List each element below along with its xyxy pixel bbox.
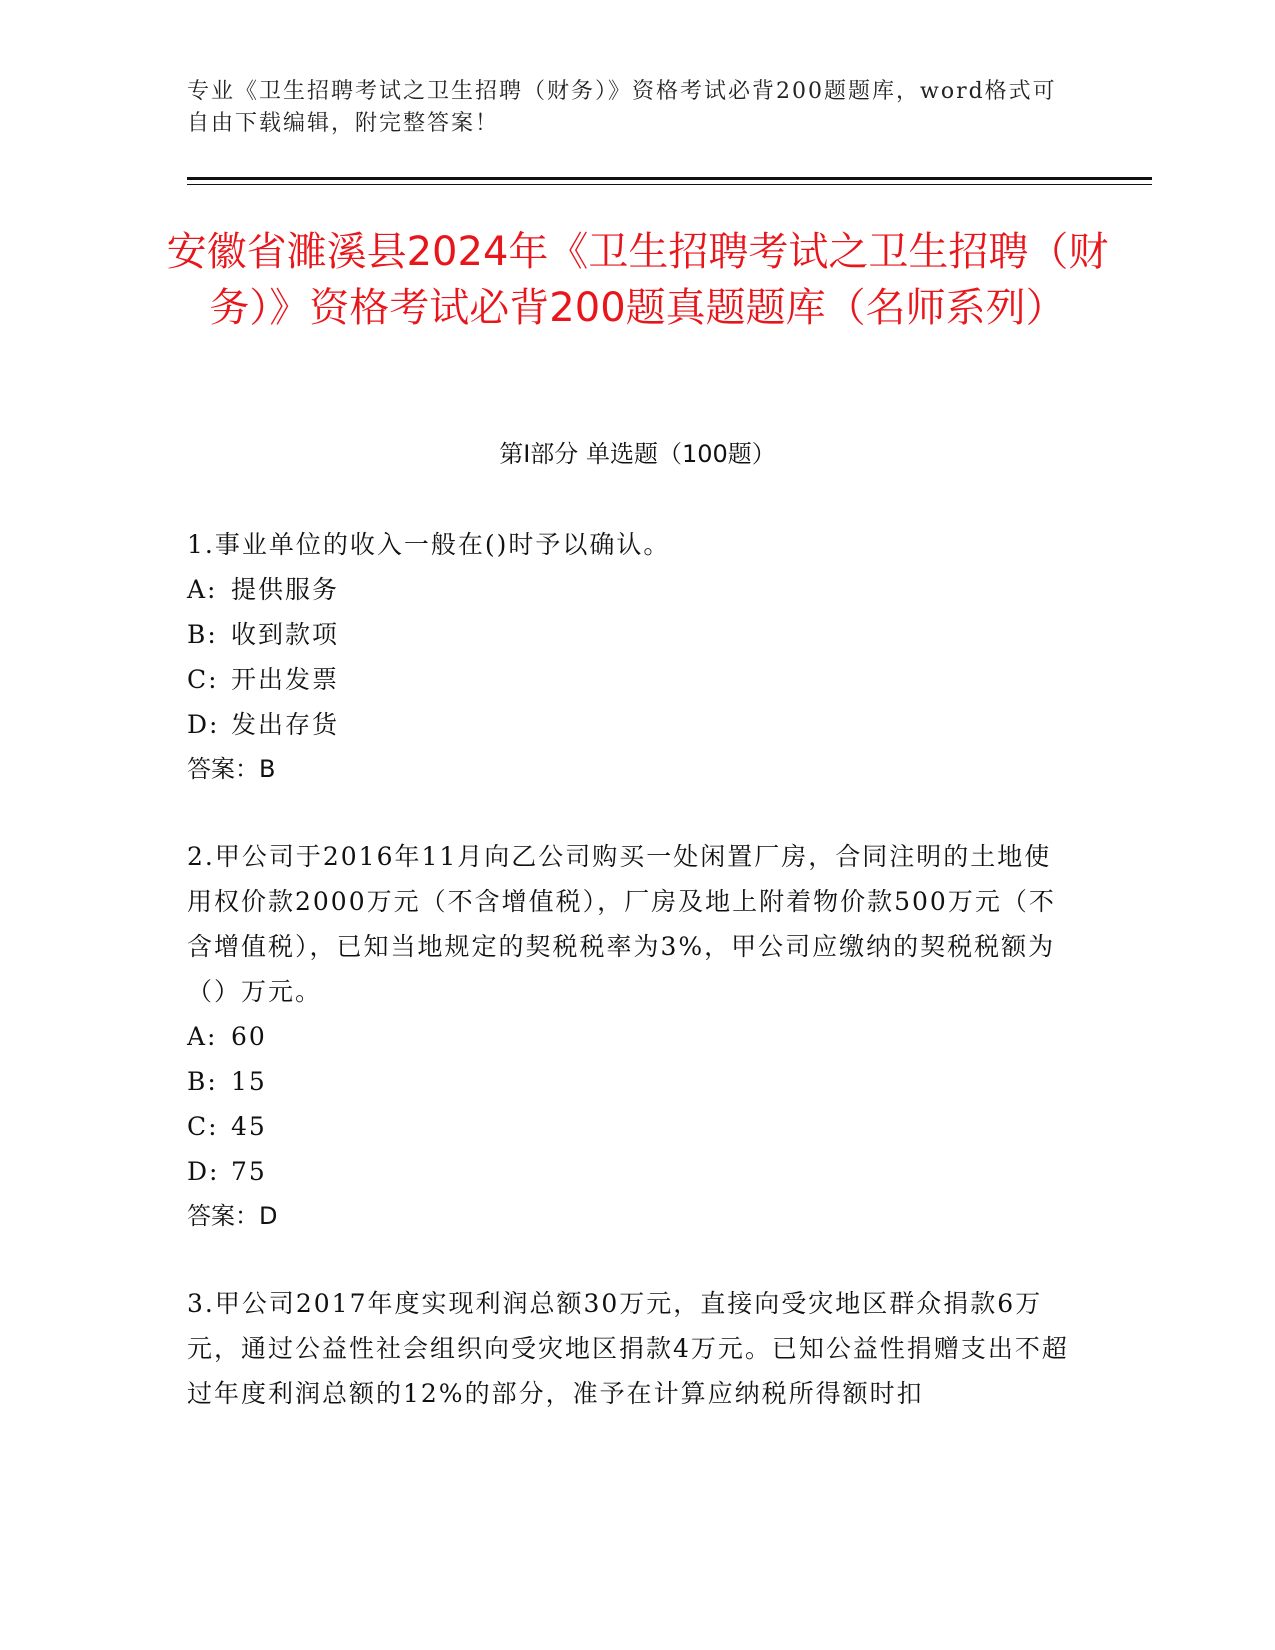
option-text: 发出存货 (231, 710, 340, 739)
answer-line: 答案：D (187, 1202, 278, 1230)
option-letter: D: (187, 710, 220, 739)
option-text: 75 (231, 1157, 267, 1186)
answer-line: 答案：B (187, 755, 276, 783)
option-a (187, 1014, 1077, 1059)
option-letter: A: (187, 575, 218, 604)
option-a (187, 567, 1077, 612)
question-1 (187, 522, 1077, 792)
option-c (187, 1104, 1077, 1149)
option-d (187, 702, 1077, 747)
option-letter: C: (187, 665, 219, 694)
option-text: 开出发票 (231, 665, 340, 694)
option-text: 收到款项 (231, 620, 340, 649)
option-c (187, 657, 1077, 702)
option-text: 60 (231, 1022, 267, 1051)
option-text: 45 (231, 1112, 267, 1141)
option-text: 提供服务 (231, 575, 340, 604)
option-text: 15 (231, 1067, 267, 1096)
document-title: 安徽省濉溪县2024年《卫生招聘考试之卫生招聘（财务）》资格考试必背200题真题题库（名师系列） (166, 229, 1109, 331)
option-letter: A: (187, 1022, 218, 1051)
option-letter: C: (187, 1112, 219, 1141)
header-note: 专业《卫生招聘考试之卫生招聘（财务）》资格考试必背200题题库，word格式可自由下载编辑，附完整答案！ (187, 79, 1057, 136)
option-d (187, 1149, 1077, 1194)
question-3 (187, 1281, 1077, 1416)
question-stem: 2.甲公司于2016年11月向乙公司购买一处闲置厂房，合同注明的土地使用权价款2000万元（不含增值税），厂房及地上附着物价款500万元（不含增值税），已知当地规定的契税税率为3%，甲公司应缴纳的契税税额为（）万元。 (187, 842, 1056, 1006)
option-b (187, 1059, 1077, 1104)
option-b (187, 612, 1077, 657)
question-stem: 1.事业单位的收入一般在()时予以确认。 (187, 530, 671, 559)
question-2 (187, 834, 1077, 1239)
section-heading: 第Ⅰ部分 单选题（100题） (499, 440, 776, 468)
question-stem: 3.甲公司2017年度实现利润总额30万元，直接向受灾地区群众捐款6万元，通过公益性社会组织向受灾地区捐款4万元。已知公益性捐赠支出不超过年度利润总额的12%的部分，准予在计算应纳税所得额时扣 (187, 1289, 1069, 1408)
option-letter: B: (187, 620, 218, 649)
header-divider-thin (187, 184, 1152, 185)
option-letter: D: (187, 1157, 220, 1186)
question-list (187, 522, 1077, 1458)
header-divider-thick (187, 177, 1152, 180)
option-letter: B: (187, 1067, 218, 1096)
